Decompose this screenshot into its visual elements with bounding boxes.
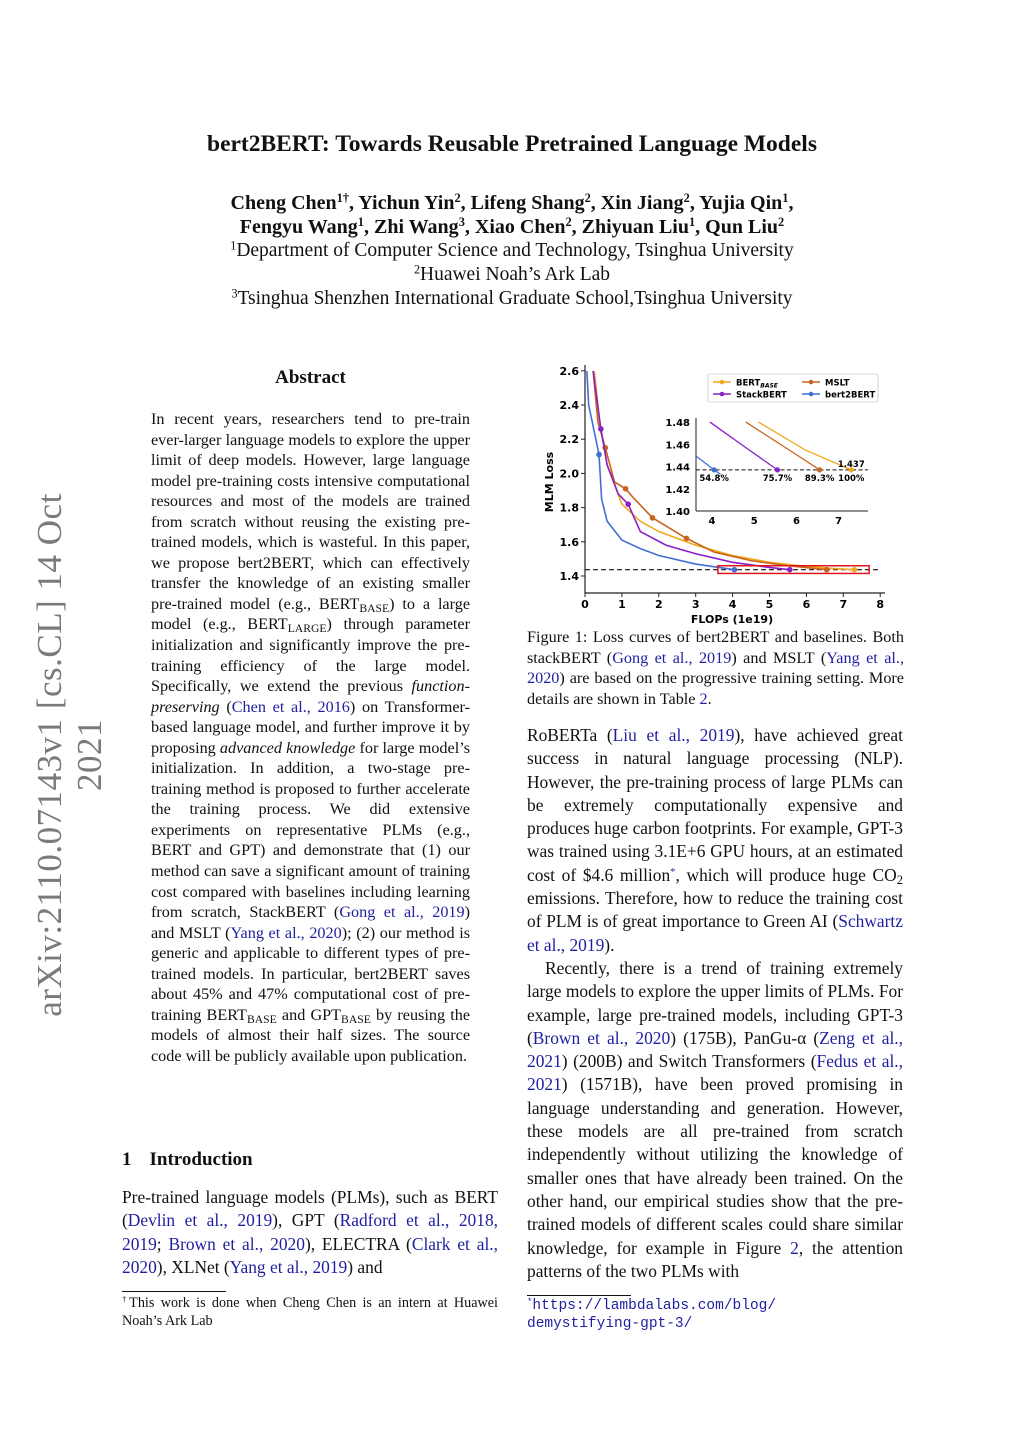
data-point-stackbert [787, 567, 793, 573]
text-run: BASE [246, 1012, 277, 1026]
text-run: emissions. Therefore, how to reduce the training cost of PLM is of great importance to Green AI ( [527, 888, 903, 932]
text-run: ( [219, 697, 232, 716]
inset-y-tick-label: 1.44 [665, 462, 690, 474]
text-run: Huawei Noah’s Ark Lab [419, 264, 611, 285]
text-run: 1 [782, 191, 789, 206]
text-run: , the attention patterns of the two PLMs with [527, 1237, 903, 1281]
data-point-mslt [623, 486, 629, 492]
citation-link[interactable]: 2 [790, 1237, 799, 1258]
text-run: BASE [359, 601, 390, 615]
text-run: , Zhi Wang [364, 216, 459, 238]
inset-y-tick-label: 1.42 [665, 484, 690, 496]
text-run: 2 [584, 191, 591, 206]
text-run: . [707, 689, 712, 708]
citation-link[interactable]: Zeng et al., 2021 [527, 1027, 903, 1072]
x-tick-label: 5 [765, 598, 774, 611]
text-run: 2 [896, 872, 903, 887]
arxiv-identifier: arXiv:2110.07143v1 [cs.CL] 14 Oct 2021 [30, 493, 109, 1017]
y-tick-label: 1.6 [559, 535, 579, 549]
legend-marker [720, 380, 725, 385]
text-run: ) (175B), PanGu-α ( [670, 1027, 820, 1048]
data-point-bert [852, 567, 858, 573]
citation-link[interactable]: Schwartz et al., 2019 [527, 911, 903, 955]
inset-point-bert2bert [712, 467, 717, 472]
text-run: Pre-trained language models (PLMs), such as BERT ( [122, 1187, 498, 1231]
text-run: Recently, there is a trend of training extremely large models to explore the upper limits of PLMs. For example, large pre-trained models, including GPT-3 ( [527, 957, 903, 1048]
inset-x-tick-label: 7 [835, 516, 843, 527]
text-run: 2 [454, 191, 461, 206]
inset-percent-label: 54.8% [699, 474, 729, 484]
legend-marker [809, 380, 814, 385]
citation-link[interactable]: Clark et al., 2020 [122, 1233, 498, 1277]
section-title: Introduction [149, 1149, 253, 1170]
text-run: ), XLNet ( [156, 1256, 230, 1277]
x-tick-label: 1 [618, 598, 626, 611]
section-heading-introduction [122, 1149, 271, 1171]
abstract-heading: Abstract [275, 367, 346, 388]
text-run: 3 [458, 215, 465, 230]
text-run: † [122, 1294, 130, 1305]
footnote-rule-right [527, 1295, 631, 1296]
text-run: ) and [347, 1256, 383, 1277]
inset-value-label: 1.437 [837, 460, 865, 470]
inset-percent-label: 89.3% [804, 474, 835, 484]
inset-point-mslt [817, 467, 822, 472]
text-run: , Xiao Chen [464, 216, 566, 238]
footnote-left [122, 1294, 498, 1330]
text-run: ), have achieved great success in natural language processing (NLP). However, the pre-training process of large PLMs can be extremely computationally expensive and produces huge carbon footprints. For example, GPT-3 was trained using 3.1E+6 GPU hours, at an estimated cost of $4.6 million [527, 725, 903, 885]
x-tick-label: 7 [839, 598, 848, 611]
data-point-mslt [650, 515, 656, 521]
text-run: This work is done when Cheng Chen is an intern at Huawei Noah’s Ark Lab [122, 1295, 498, 1329]
inset-y-tick-label: 1.46 [665, 440, 690, 452]
figure-caption [527, 627, 904, 709]
legend-marker [720, 392, 725, 397]
y-tick-label: 1.4 [559, 570, 579, 583]
text-run: , Yichun Yin [349, 192, 455, 214]
footnote-rule [122, 1291, 226, 1292]
legend-subscript: BASE [760, 382, 778, 390]
legend-label-mslt: MSLT [825, 378, 850, 389]
citation-link[interactable]: Devlin et al., 2019 [127, 1210, 273, 1231]
y-tick-label: 2.2 [559, 433, 579, 447]
text-run: 1 [688, 215, 696, 230]
text-run: and GPT [276, 1005, 342, 1024]
x-tick-label: 0 [581, 598, 589, 611]
citation-link[interactable]: Brown et al., 2020 [168, 1233, 305, 1254]
text-run: * [527, 1297, 533, 1308]
citation-link[interactable]: Liu et al., 2019 [612, 725, 735, 745]
text-run: advanced knowledge [219, 738, 356, 757]
paragraph-roberta [527, 724, 903, 957]
text-run: Figure 1: Loss curves of bert2BERT and baselines. Both stackBERT ( [527, 628, 904, 667]
footnote-url[interactable] [527, 1297, 827, 1333]
figure-1-chart [0, 0, 1024, 640]
text-run: 2 [683, 191, 690, 206]
citation-link[interactable]: Brown et al., 2020 [532, 1027, 671, 1048]
citation-link[interactable]: Chen et al., 2016 [231, 697, 350, 716]
text-run: ) (200B) and Switch Transformers ( [561, 1051, 817, 1072]
inset-y-tick-label: 1.48 [665, 418, 690, 430]
citation-link[interactable]: Gong et al., 2019 [612, 648, 732, 667]
text-run: 1 [357, 215, 364, 230]
data-point-bert2bert [596, 452, 602, 458]
legend-marker [809, 392, 814, 397]
text-run: 2 [778, 215, 785, 230]
text-run: ) are based on the progressive training setting. More details are shown in Table [527, 669, 904, 708]
text-run: 2 [413, 262, 420, 277]
text-run: RoBERTa ( [527, 725, 613, 745]
y-tick-label: 1.8 [559, 501, 579, 515]
citation-link[interactable]: Fedus et al., 2021 [527, 1051, 903, 1095]
citation-link[interactable]: https://lambdalabs.com/blog/ demystifying-gpt-3/ [527, 1298, 777, 1332]
x-tick-label: 4 [728, 598, 737, 611]
citation-link[interactable]: Gong et al., 2019 [339, 903, 465, 922]
inset-point-stackbert [775, 467, 780, 472]
text-run: ) through parameter initialization and significantly improve the pre-training efficiency of the large model. Specifically, we extend the previous [151, 615, 471, 696]
text-run: for large model’s initialization. In addition, a two-stage pre-training method is proposed to further accelerate the training process. We did extensive experiments on representative PLMs (e.g., BERT and GPT) and demonstrate that (1) our method can save a significant amount of training cost compared with baselines including learning from scratch, StackBERT ( [151, 738, 470, 922]
inset-x-tick-label: 5 [750, 516, 758, 527]
paragraph-recently [527, 957, 903, 1283]
data-point-mslt [824, 567, 830, 573]
text-run: LARGE [287, 622, 327, 636]
text-run: , Yujia Qin [689, 192, 783, 214]
text-run: ) on Transformer-based language model, and further improve it by proposing [151, 697, 470, 757]
data-point-stackbert [598, 426, 604, 432]
citation-link[interactable]: Yang et al., 2019 [229, 1256, 348, 1277]
paper-title: bert2BERT: Towards Reusable Pretrained Language Models [207, 131, 817, 157]
data-point-stackbert [625, 501, 631, 507]
section-number: 1 [122, 1149, 132, 1170]
text-run: ), GPT ( [272, 1210, 340, 1231]
text-run: ); (2) our method is generic and applicable to different types of pre-trained models. In particular, bert2BERT saves about 45% and 47% computational cost of pre-training BERT [151, 923, 470, 1024]
text-run: ; [156, 1233, 169, 1254]
text-run: ) (1571B), have been proved promising in language understanding and generation. However, these models are all pre-trained from scratch independently without utilizing the knowledge of smaller ones that have already been trained. On the other hand, our empirical studies show that the pre-trained models of different scales could share similar knowledge, for example in Figure [527, 1074, 903, 1258]
text-run: Cheng Chen [230, 192, 337, 214]
right-column-text [527, 724, 903, 1283]
text-run: ) and MSLT ( [151, 903, 470, 942]
text-run: 3 [231, 286, 238, 301]
text-run: ) to a large model (e.g., BERT [151, 594, 470, 634]
text-run: ) and MSLT ( [731, 648, 827, 667]
y-tick-label: 2.6 [559, 364, 579, 378]
citation-link[interactable]: * [670, 865, 676, 878]
text-run: by reusing the models of almost their half sizes. The source code will be publicly available upon publication. [151, 1005, 470, 1065]
legend-label-bert: $BERT_{BASE}$ [736, 378, 778, 390]
text-run: 1† [336, 191, 350, 206]
text-run: Fengyu Wang [239, 216, 358, 238]
inset-x-tick-label: 4 [708, 516, 716, 527]
legend-label-bert2bert: bert2BERT [825, 390, 876, 401]
y-axis-label: MLM Loss [543, 451, 556, 513]
text-run: , Qun Liu [695, 216, 778, 238]
citation-link[interactable]: Yang et al., 2020 [230, 923, 342, 942]
y-tick-label: 2.0 [559, 467, 579, 481]
text-run: , Lifeng Shang [460, 192, 585, 214]
text-run: 2 [565, 215, 572, 230]
x-tick-label: 2 [654, 598, 663, 611]
citation-link[interactable]: Radford et al., 2018, 2019 [122, 1210, 498, 1254]
x-tick-label: 3 [691, 598, 700, 611]
text-run: ), ELECTRA ( [304, 1233, 412, 1254]
x-tick-label: 8 [876, 598, 885, 611]
x-tick-label: 6 [802, 598, 811, 611]
x-axis-label: FLOPs (1e19) [690, 613, 774, 626]
citation-link[interactable]: Yang et al., 2020 [527, 648, 904, 687]
text-run: Tsinghua Shenzhen International Graduate School,Tsinghua University [237, 288, 793, 309]
text-run: function-preserving [151, 677, 470, 716]
y-tick-label: 2.4 [559, 399, 579, 412]
inset-x-tick-label: 6 [792, 516, 800, 527]
text-run: Department of Computer Science and Technology, Tsinghua University [236, 240, 794, 261]
inset-y-tick-label: 1.40 [665, 507, 690, 518]
intro-paragraph [122, 1186, 498, 1279]
text-run: , Xin Jiang [590, 192, 684, 214]
citation-link[interactable]: 2 [699, 689, 708, 708]
text-run: 1 [230, 238, 237, 253]
text-run: , Zhiyuan Liu [571, 216, 689, 238]
inset-percent-label: 100% [838, 474, 865, 484]
data-point-mslt [684, 536, 690, 542]
text-run: In recent years, researchers tend to pre-train ever-larger language models to explore the upper limit of deep models. However, large language model pre-training costs intensive computational resources and most of the models are trained from scratch without reusing the existing pre-trained models, which is wasteful. In this paper, we propose bert2BERT, which can effectively transfer the knowledge of an existing smaller pre-trained model (e.g., BERT [151, 410, 470, 613]
text-run: , [788, 192, 794, 214]
inset-percent-label: 75.7% [762, 474, 793, 484]
text-run: BASE [341, 1012, 371, 1026]
data-point-bert2bert [732, 567, 738, 573]
text-run: ). [604, 934, 615, 955]
legend-label-stackbert: StackBERT [736, 390, 787, 401]
text-run: , which will produce huge CO [675, 864, 897, 885]
